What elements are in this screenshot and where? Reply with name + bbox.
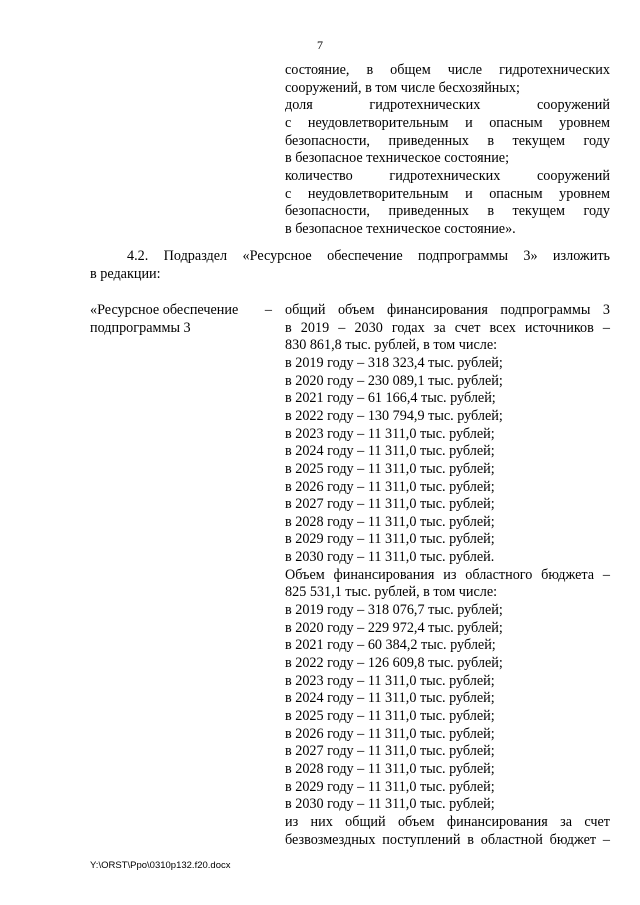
text-line: сооружений, в том числе бесхозяйных;	[285, 79, 520, 96]
intro-line-1: 4.2. Подраздел «Ресурсное обеспечение подпрограммы 3» изложить	[127, 248, 610, 264]
funding-line: в 2020 году – 229 972,4 тыс. рублей;	[285, 619, 503, 636]
funding-line: в 2030 году – 11 311,0 тыс. рублей.	[285, 549, 495, 566]
funding-line: в 2022 году – 126 609,8 тыс. рублей;	[285, 655, 503, 671]
funding-line: в 2024 году – 11 311,0 тыс. рублей;	[285, 690, 495, 707]
text-line: состояние, в общем числе гидротехнических	[285, 62, 610, 78]
funding-line: в 2027 году – 11 311,0 тыс. рублей;	[285, 496, 495, 513]
funding-line: в 2019 году – 318 076,7 тыс. рублей;	[285, 602, 503, 619]
funding-line: в 2019 – 2030 годах за счет всех источников –	[285, 319, 610, 336]
text-line: доля гидротехнических сооружений	[285, 97, 610, 114]
text-line: с неудовлетворительным и опасным уровнем	[285, 185, 610, 202]
funding-line: в 2021 году – 61 166,4 тыс. рублей;	[285, 390, 496, 407]
left-label-line-1: «Ресурсное обеспечение	[90, 302, 239, 318]
funding-line: Объем финансирования из областного бюджета –	[285, 566, 610, 583]
funding-line: в 2022 году – 130 794,9 тыс. рублей;	[285, 407, 503, 424]
text-line: с неудовлетворительным и опасным уровнем	[285, 114, 610, 131]
funding-line: в 2020 году – 230 089,1 тыс. рублей;	[285, 372, 503, 389]
funding-line: в 2030 году – 11 311,0 тыс. рублей;	[285, 796, 495, 813]
funding-line: в 2023 году – 11 311,0 тыс. рублей;	[285, 425, 495, 442]
funding-line: в 2028 году – 11 311,0 тыс. рублей;	[285, 513, 495, 530]
text-line: в безопасное техническое состояние;	[285, 150, 510, 167]
funding-line: в 2025 году – 11 311,0 тыс. рублей;	[285, 460, 495, 477]
intro-line-2: в редакции:	[90, 265, 161, 282]
funding-line: 825 531,1 тыс. рублей, в том числе:	[285, 584, 498, 601]
text-line: количество гидротехнических сооружений	[285, 167, 610, 184]
funding-line: общий объем финансирования подпрограммы 3	[285, 302, 610, 318]
funding-line: в 2023 году – 11 311,0 тыс. рублей;	[285, 672, 495, 689]
funding-line: из них общий объем финансирования за счет	[285, 813, 610, 830]
funding-line: в 2028 году – 11 311,0 тыс. рублей;	[285, 760, 495, 777]
funding-line: в 2029 году – 11 311,0 тыс. рублей;	[285, 778, 495, 795]
funding-line: в 2029 году – 11 311,0 тыс. рублей;	[285, 531, 495, 548]
text-line: в безопасное техническое состояние».	[285, 220, 516, 237]
text-line: безопасности, приведенных в текущем году	[285, 203, 610, 220]
intro-paragraph	[90, 248, 610, 283]
funding-line: в 2027 году – 11 311,0 тыс. рублей;	[285, 743, 495, 760]
funding-line: в 2026 году – 11 311,0 тыс. рублей;	[285, 478, 495, 495]
page-number: 7	[317, 38, 323, 52]
left-column-label	[90, 302, 272, 337]
funding-line: безвозмездных поступлений в областной бюджет –	[285, 831, 610, 848]
funding-line: 830 861,8 тыс. рублей, в том числе:	[285, 337, 498, 354]
text-line: безопасности, приведенных в текущем году	[285, 132, 610, 149]
funding-line: в 2024 году – 11 311,0 тыс. рублей;	[285, 443, 495, 460]
funding-line: в 2026 году – 11 311,0 тыс. рублей;	[285, 725, 495, 742]
funding-line: в 2019 году – 318 323,4 тыс. рублей;	[285, 354, 503, 371]
funding-line: в 2021 году – 60 384,2 тыс. рублей;	[285, 637, 496, 654]
funding-line: в 2025 году – 11 311,0 тыс. рублей;	[285, 707, 495, 724]
left-label-line-2: подпрограммы 3	[90, 319, 191, 336]
file-path-footer: Y:\ORST\Ppo\0310p132.f20.docx	[90, 860, 231, 871]
left-label-dash: –	[264, 302, 272, 318]
